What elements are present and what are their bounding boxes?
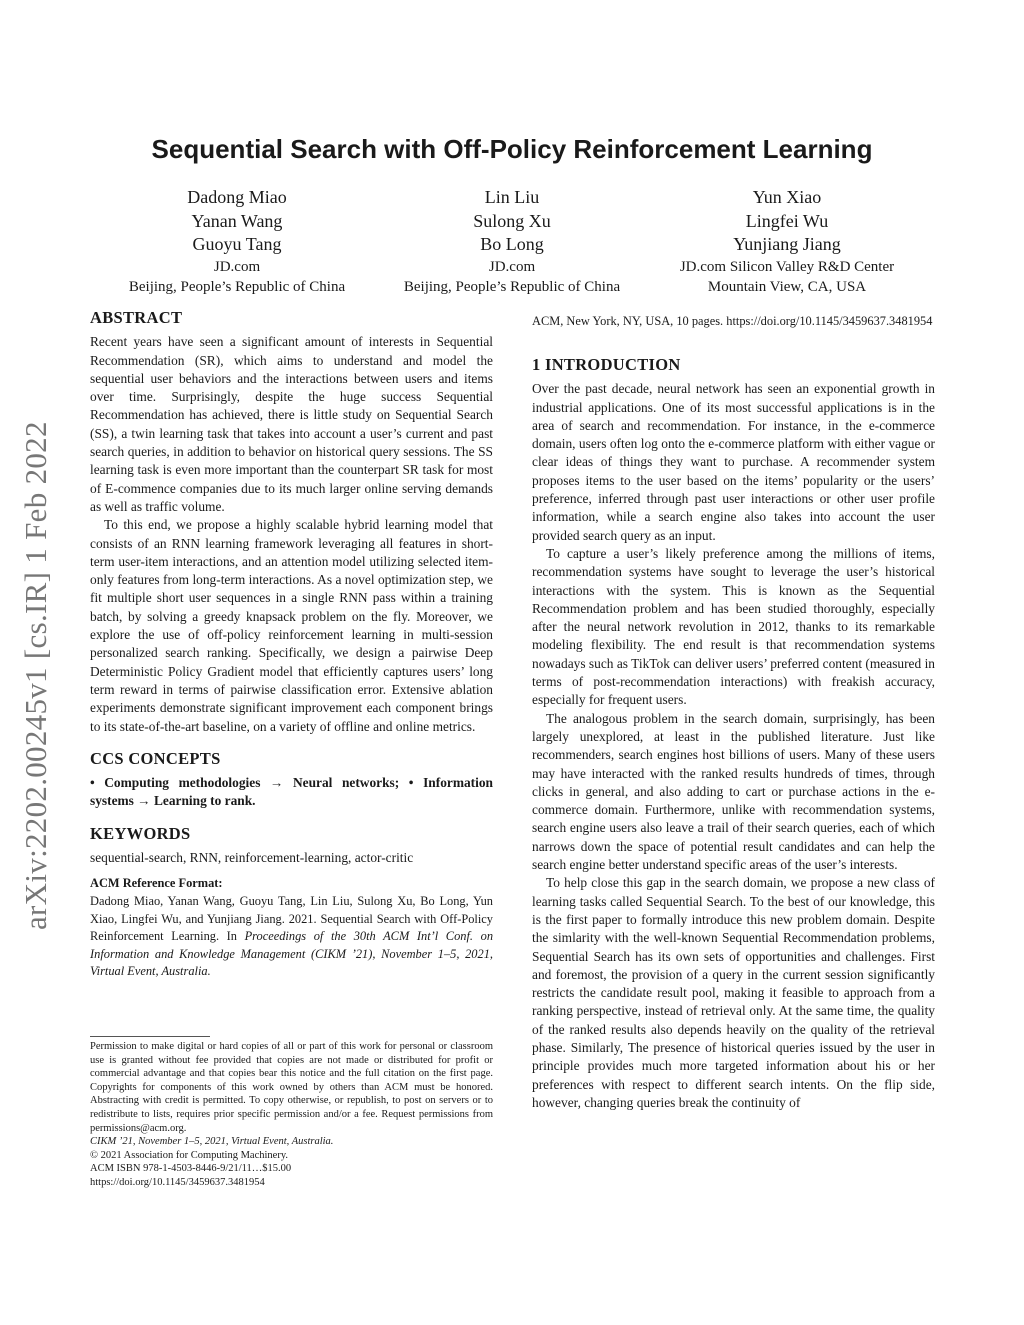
- author-location: Beijing, People’s Republic of China: [128, 278, 346, 295]
- intro-paragraph: The analogous problem in the search domain, surprisingly, has been largely unexplored, at least in the published literature. Just like recommenders, search engines host billions of users. Many of these users may have interacted with the ranked results hundreds of times, through clicks in general, and also adding to cart or purchase actions in the e-commerce domain. Furthermore, unlike with recommendation systems, search engine users also leave a trail of their search queries, each of which narrows down the space of potential result candidates and can help the search engine better understand specific areas of the user’s interests.: [532, 710, 935, 873]
- reference-format-heading: ACM Reference Format:: [90, 876, 223, 891]
- introduction-heading: 1 INTRODUCTION: [532, 355, 681, 374]
- left-column: [90, 309, 493, 981]
- reference-continuation: ACM, New York, NY, USA, 10 pages. https://doi.org/10.1145/3459637.3481954: [532, 314, 933, 328]
- copyright-line: © 2021 Association for Computing Machinery.: [90, 1149, 289, 1161]
- author-name: Bo Long: [480, 234, 544, 254]
- right-column: [532, 313, 935, 1112]
- doi-line: https://doi.org/10.1145/3459637.3481954: [90, 1176, 265, 1188]
- footnote: [90, 1040, 493, 1190]
- author-name: Yanan Wang: [191, 210, 283, 231]
- author-name: Yun Xiao: [752, 187, 822, 207]
- intro-paragraph: To help close this gap in the search domain, we propose a new class of learning tasks called Sequential Search. To the best of our knowledge, this is the first paper to formally introduce this new problem domain. Despite the simlarity with the well-known Sequential Recommendation problems, Sequential Search has its own sets of opportunities and challenges. First and foremost, the provision of a query in the current session significantly restricts the candidate result pool, making it feasible to approach from a ranking perspective, instead of retrieval only. At the same time, the quality of the ranked results also depends heavily on the quality of the retrieval phase. Similarly, The presence of historical queries issued by the user in principle provides much more targeted information about his or her preferences with respect to different search intents. On the flip side, however, changing queries break the continuity of: [532, 875, 935, 1110]
- conference-line: CIKM ’21, November 1–5, 2021, Virtual Event, Australia.: [90, 1136, 334, 1148]
- abstract-paragraph: To this end, we propose a highly scalable hybrid learning model that consists of an RNN learning framework leveraging all features in short-term user-item interactions, and an attention model utilizing selected item-only features from long-term interactions. As a novel optimization step, we fit multiple short user sequences in a single RNN pass within a training batch, by solving a greedy knapsack problem on the fly. Moreover, we explore the use of off-policy reinforcement learning in multi-session personalized search ranking. Specifically, we design a pairwise Deep Deterministic Policy Gradient model that efficiently captures users’ long term reward in terms of pairwise classification error. Extensive ablation experiments demonstrate significant improvement each component brings to its state-of-the-art baseline, on a variety of offline and online metrics.: [90, 517, 493, 734]
- abstract-heading: ABSTRACT: [90, 308, 183, 327]
- author-org: JD.com: [488, 258, 536, 275]
- author-name: Dadong Miao: [187, 187, 287, 207]
- keywords-text: sequential-search, RNN, reinforcement-learning, actor-critic: [90, 850, 414, 866]
- author-location: Mountain View, CA, USA: [707, 278, 867, 295]
- arxiv-stamp: arXiv:2202.00245v1 [cs.IR] 1 Feb 2022: [18, 421, 53, 930]
- author-name: Sulong Xu: [473, 210, 551, 231]
- isbn-line: ACM ISBN 978-1-4503-8446-9/21/11…$15.00: [90, 1163, 292, 1175]
- author-location: Beijing, People’s Republic of China: [403, 278, 621, 295]
- ccs-heading: CCS CONCEPTS: [90, 748, 221, 768]
- author-name: Yunjiang Jiang: [733, 234, 841, 254]
- author-org: JD.com: [213, 258, 261, 275]
- paper-title: Sequential Search with Off-Policy Reinforcement Learning: [151, 134, 873, 164]
- footnote-rule: [90, 1036, 210, 1037]
- intro-paragraph: Over the past decade, neural network has seen an exponential growth in industrial applications. One of its most successful applications is in the area of search and recommendation. For instance, in the e-commerce domain, users often log onto the e-commerce platform with either vague or clear ideas of things they want to purchase. A recommender system proposes items to the user based on the items’ popularity or the users’ preference, inferred through past user interactions or other user profile information, while a search engine also takes into account the user provided search query as an input.: [532, 381, 935, 543]
- author-block: [362, 186, 662, 297]
- ccs-text: • Computing methodologies → Neural networks; • Information systems → Learning to rank.: [90, 775, 493, 809]
- intro-paragraph: To capture a user’s likely preference among the millions of items, recommendation systems have sought to leverage the user’s historical interactions with the system. This is known as the Sequential Recommendation problem and has been studied thoroughly, especially after the neural network revolution in 2012, thanks to its remarkable modeling flexibility. The end result is that recommendation systems nowadays such as TikTok can deliver users’ preferred content (measured in terms of post-recommendation interactions) with freakish accuracy, especially for frequent users.: [532, 545, 935, 708]
- author-name: Guoyu Tang: [192, 234, 282, 254]
- author-block: [637, 186, 937, 297]
- reference-venue: Proceedings of the 30th ACM Int’l Conf. on Information and Knowledge Management (CIKM ’21), November 1–5, 2021, Virtual Event, Australia.: [90, 929, 494, 979]
- author-name: Lin Liu: [484, 187, 540, 207]
- keywords-heading: KEYWORDS: [90, 823, 191, 843]
- author-block: [87, 186, 387, 297]
- permission-notice: Permission to make digital or hard copies of all or part of this work for personal or classroom use is granted without fee provided that copies are not made or distributed for profit or commercial advantage and that copies bear this notice and the full citation on the first page. Copyrights for components of this work owned by others than ACM must be honored. Abstracting with credit is permitted. To copy otherwise, or republish, to post on servers or to redistribute to lists, requires prior specific permission and/or a fee. Request permissions from permissions@acm.org.: [90, 1041, 493, 1134]
- reference-text: Dadong Miao, Yanan Wang, Guoyu Tang, Lin Liu, Sulong Xu, Bo Long, Yun Xiao, Lingfei Wu, and Yunjiang Jiang. 2021. Sequential Search with Off-Policy Reinforcement Learning. In: [90, 893, 493, 944]
- abstract-paragraph: Recent years have seen a significant amount of interests in Sequential Recommendation (SR), which aims to understand and model the sequential user behaviors and the interactions between users and items over time. Surprisingly, despite the huge success Sequential Recommendation has achieved, there is little study on Sequential Search (SS), a twin learning task that takes into account a user’s current and past search queries, in addition to behavior on historical query sessions. The SS learning task is even more important than the counterpart SR task for most of E-commence companies due to its much larger online serving demands as well as traffic volume.: [90, 334, 493, 514]
- author-org: JD.com Silicon Valley R&D Center: [679, 258, 895, 275]
- author-name: Lingfei Wu: [745, 210, 829, 231]
